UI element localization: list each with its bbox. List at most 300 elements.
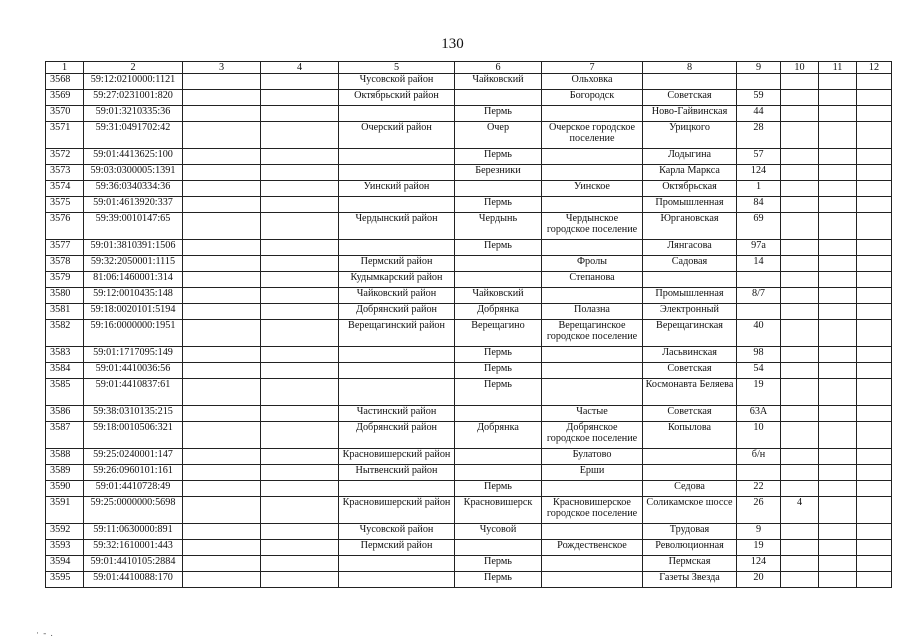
house-cell: 19 <box>737 379 781 406</box>
col-12-cell <box>857 74 892 90</box>
table-row <box>46 181 892 197</box>
cadastral-number-cell: 59:01:3210335:36 <box>84 106 183 122</box>
col-4-cell <box>261 149 339 165</box>
col-11-cell <box>819 422 857 449</box>
settlement-cell: Фролы <box>542 256 643 272</box>
city-cell <box>455 181 542 197</box>
district-cell <box>339 556 455 572</box>
city-cell: Чайковский <box>455 74 542 90</box>
cadastral-number-cell: 59:25:0240001:147 <box>84 449 183 465</box>
table-row <box>46 422 892 449</box>
street-cell: Копылова <box>643 422 737 449</box>
district-cell <box>339 363 455 379</box>
col-3-cell <box>183 122 261 149</box>
settlement-cell <box>542 481 643 497</box>
street-cell: Верещагинская <box>643 320 737 347</box>
house-cell <box>737 304 781 320</box>
settlement-cell <box>542 165 643 181</box>
column-header: 12 <box>857 62 892 74</box>
settlement-cell: Красновишерское городское поселение <box>542 497 643 524</box>
col-12-cell <box>857 288 892 304</box>
col-12-cell <box>857 181 892 197</box>
street-cell: Юргановская <box>643 213 737 240</box>
col-3-cell <box>183 106 261 122</box>
col-11-cell <box>819 363 857 379</box>
cadastral-number-cell: 81:06:1460001:314 <box>84 272 183 288</box>
city-cell <box>455 465 542 481</box>
col-11-cell <box>819 90 857 106</box>
col-4-cell <box>261 181 339 197</box>
column-header: 5 <box>339 62 455 74</box>
table-row <box>46 320 892 347</box>
city-cell <box>455 90 542 106</box>
house-cell: б/н <box>737 449 781 465</box>
header-row <box>46 62 892 74</box>
cadastral-number-cell: 59:31:0491702:42 <box>84 122 183 149</box>
row-number-cell: 3582 <box>46 320 84 347</box>
city-cell: Пермь <box>455 481 542 497</box>
col-3-cell <box>183 363 261 379</box>
settlement-cell: Ольховка <box>542 74 643 90</box>
col-12-cell <box>857 540 892 556</box>
district-cell: Пермский район <box>339 540 455 556</box>
district-cell: Очерский район <box>339 122 455 149</box>
house-cell: 26 <box>737 497 781 524</box>
table-row <box>46 288 892 304</box>
column-header: 3 <box>183 62 261 74</box>
street-cell: Газеты Звезда <box>643 572 737 588</box>
col-11-cell <box>819 149 857 165</box>
district-cell: Красновишерский район <box>339 497 455 524</box>
row-number-cell: 3579 <box>46 272 84 288</box>
column-header: 7 <box>542 62 643 74</box>
city-cell: Пермь <box>455 197 542 213</box>
building-cell <box>781 363 819 379</box>
col-4-cell <box>261 288 339 304</box>
settlement-cell <box>542 149 643 165</box>
building-cell <box>781 347 819 363</box>
cadastral-number-cell: 59:36:0340334:36 <box>84 181 183 197</box>
cadastral-number-cell: 59:39:0010147:65 <box>84 213 183 240</box>
district-cell <box>339 165 455 181</box>
cadastral-number-cell: 59:18:0010506:321 <box>84 422 183 449</box>
house-cell: 40 <box>737 320 781 347</box>
street-cell: Урицкого <box>643 122 737 149</box>
col-12-cell <box>857 197 892 213</box>
col-3-cell <box>183 347 261 363</box>
table-row <box>46 363 892 379</box>
building-cell <box>781 320 819 347</box>
col-12-cell <box>857 481 892 497</box>
col-4-cell <box>261 449 339 465</box>
col-3-cell <box>183 74 261 90</box>
col-4-cell <box>261 213 339 240</box>
table-row <box>46 149 892 165</box>
table-row <box>46 74 892 90</box>
building-cell <box>781 213 819 240</box>
house-cell: 20 <box>737 572 781 588</box>
col-3-cell <box>183 165 261 181</box>
house-cell <box>737 465 781 481</box>
district-cell: Кудымкарский район <box>339 272 455 288</box>
street-cell: Революционная <box>643 540 737 556</box>
table-row <box>46 256 892 272</box>
col-12-cell <box>857 256 892 272</box>
row-number-cell: 3570 <box>46 106 84 122</box>
building-cell <box>781 288 819 304</box>
col-11-cell <box>819 256 857 272</box>
district-cell <box>339 240 455 256</box>
col-4-cell <box>261 363 339 379</box>
district-cell: Верещагинский район <box>339 320 455 347</box>
col-4-cell <box>261 406 339 422</box>
scan-artifact: · - . <box>36 628 54 638</box>
column-header: 6 <box>455 62 542 74</box>
table-row <box>46 122 892 149</box>
settlement-cell <box>542 524 643 540</box>
street-cell: Октябрьская <box>643 181 737 197</box>
col-4-cell <box>261 524 339 540</box>
settlement-cell: Рождественское <box>542 540 643 556</box>
district-cell <box>339 481 455 497</box>
col-12-cell <box>857 406 892 422</box>
cadastral-number-cell: 59:01:4410837:61 <box>84 379 183 406</box>
column-header: 10 <box>781 62 819 74</box>
col-3-cell <box>183 465 261 481</box>
building-cell: 4 <box>781 497 819 524</box>
table-row <box>46 406 892 422</box>
col-4-cell <box>261 540 339 556</box>
building-cell <box>781 272 819 288</box>
row-number-cell: 3593 <box>46 540 84 556</box>
building-cell <box>781 165 819 181</box>
col-3-cell <box>183 572 261 588</box>
settlement-cell: Частые <box>542 406 643 422</box>
col-3-cell <box>183 213 261 240</box>
col-4-cell <box>261 197 339 213</box>
col-12-cell <box>857 149 892 165</box>
settlement-cell <box>542 240 643 256</box>
col-4-cell <box>261 556 339 572</box>
col-3-cell <box>183 90 261 106</box>
cadastral-number-cell: 59:01:4413625:100 <box>84 149 183 165</box>
col-12-cell <box>857 363 892 379</box>
col-12-cell <box>857 524 892 540</box>
cadastral-number-cell: 59:12:0010435:148 <box>84 288 183 304</box>
table-row <box>46 572 892 588</box>
table-row <box>46 540 892 556</box>
settlement-cell: Чердынское городское поселение <box>542 213 643 240</box>
city-cell <box>455 272 542 288</box>
cadastral-number-cell: 59:01:4410728:49 <box>84 481 183 497</box>
building-cell <box>781 149 819 165</box>
row-number-cell: 3571 <box>46 122 84 149</box>
col-4-cell <box>261 481 339 497</box>
col-12-cell <box>857 106 892 122</box>
house-cell: 44 <box>737 106 781 122</box>
col-4-cell <box>261 497 339 524</box>
settlement-cell: Ерши <box>542 465 643 481</box>
row-number-cell: 3573 <box>46 165 84 181</box>
street-cell <box>643 74 737 90</box>
col-11-cell <box>819 304 857 320</box>
row-number-cell: 3583 <box>46 347 84 363</box>
settlement-cell: Богородск <box>542 90 643 106</box>
col-11-cell <box>819 122 857 149</box>
settlement-cell <box>542 556 643 572</box>
city-cell: Пермь <box>455 556 542 572</box>
house-cell: 69 <box>737 213 781 240</box>
col-3-cell <box>183 149 261 165</box>
house-cell: 10 <box>737 422 781 449</box>
row-number-cell: 3581 <box>46 304 84 320</box>
cadastral-number-cell: 59:01:4410036:56 <box>84 363 183 379</box>
col-3-cell <box>183 497 261 524</box>
house-cell <box>737 74 781 90</box>
row-number-cell: 3577 <box>46 240 84 256</box>
table-row <box>46 304 892 320</box>
table-row <box>46 240 892 256</box>
column-header: 2 <box>84 62 183 74</box>
settlement-cell: Верещагинское городское поселение <box>542 320 643 347</box>
building-cell <box>781 524 819 540</box>
table-row <box>46 481 892 497</box>
col-11-cell <box>819 165 857 181</box>
col-12-cell <box>857 465 892 481</box>
settlement-cell <box>542 347 643 363</box>
settlement-cell: Уинское <box>542 181 643 197</box>
cadastral-number-cell: 59:01:4410088:170 <box>84 572 183 588</box>
building-cell <box>781 256 819 272</box>
building-cell <box>781 197 819 213</box>
table-row <box>46 524 892 540</box>
city-cell <box>455 256 542 272</box>
col-3-cell <box>183 272 261 288</box>
district-cell <box>339 197 455 213</box>
col-3-cell <box>183 524 261 540</box>
cadastral-number-cell: 59:03:0300005:1391 <box>84 165 183 181</box>
cadastral-number-cell: 59:25:0000000:5698 <box>84 497 183 524</box>
district-cell: Добрянский район <box>339 422 455 449</box>
building-cell <box>781 406 819 422</box>
row-number-cell: 3587 <box>46 422 84 449</box>
col-12-cell <box>857 122 892 149</box>
city-cell: Пермь <box>455 240 542 256</box>
street-cell: Советская <box>643 363 737 379</box>
building-cell <box>781 240 819 256</box>
cadastral-number-cell: 59:26:0960101:161 <box>84 465 183 481</box>
building-cell <box>781 481 819 497</box>
col-11-cell <box>819 197 857 213</box>
col-3-cell <box>183 481 261 497</box>
cadastral-number-cell: 59:32:1610001:443 <box>84 540 183 556</box>
row-number-cell: 3588 <box>46 449 84 465</box>
city-cell: Пермь <box>455 347 542 363</box>
street-cell: Лодыгина <box>643 149 737 165</box>
col-11-cell <box>819 406 857 422</box>
district-cell: Чердынский район <box>339 213 455 240</box>
row-number-cell: 3574 <box>46 181 84 197</box>
cadastral-number-cell: 59:18:0020101:5194 <box>84 304 183 320</box>
city-cell: Чусовой <box>455 524 542 540</box>
city-cell: Пермь <box>455 106 542 122</box>
settlement-cell: Очерское городское поселение <box>542 122 643 149</box>
house-cell: 57 <box>737 149 781 165</box>
settlement-cell <box>542 379 643 406</box>
settlement-cell: Добрянское городское поселение <box>542 422 643 449</box>
settlement-cell <box>542 288 643 304</box>
building-cell <box>781 449 819 465</box>
house-cell: 63А <box>737 406 781 422</box>
col-11-cell <box>819 320 857 347</box>
street-cell: Карла Маркса <box>643 165 737 181</box>
col-4-cell <box>261 106 339 122</box>
table-row <box>46 465 892 481</box>
city-cell: Березники <box>455 165 542 181</box>
district-cell: Уинский район <box>339 181 455 197</box>
page-number: 130 <box>441 36 464 52</box>
house-cell: 98 <box>737 347 781 363</box>
col-12-cell <box>857 449 892 465</box>
city-cell: Добрянка <box>455 422 542 449</box>
row-number-cell: 3569 <box>46 90 84 106</box>
col-3-cell <box>183 540 261 556</box>
table-row <box>46 379 892 406</box>
house-cell: 124 <box>737 556 781 572</box>
col-12-cell <box>857 240 892 256</box>
col-11-cell <box>819 74 857 90</box>
row-number-cell: 3580 <box>46 288 84 304</box>
col-4-cell <box>261 304 339 320</box>
table-row <box>46 213 892 240</box>
district-cell <box>339 572 455 588</box>
settlement-cell: Полазна <box>542 304 643 320</box>
col-12-cell <box>857 347 892 363</box>
house-cell: 19 <box>737 540 781 556</box>
street-cell: Пермская <box>643 556 737 572</box>
column-header: 1 <box>46 62 84 74</box>
col-3-cell <box>183 181 261 197</box>
district-cell <box>339 347 455 363</box>
column-header: 9 <box>737 62 781 74</box>
cadastral-number-cell: 59:32:2050001:1115 <box>84 256 183 272</box>
street-cell: Соликамское шоссе <box>643 497 737 524</box>
city-cell: Красновишерск <box>455 497 542 524</box>
table-row <box>46 347 892 363</box>
col-4-cell <box>261 320 339 347</box>
col-11-cell <box>819 449 857 465</box>
col-11-cell <box>819 572 857 588</box>
district-cell: Чусовской район <box>339 524 455 540</box>
col-3-cell <box>183 304 261 320</box>
col-3-cell <box>183 320 261 347</box>
street-cell: Ласьвинская <box>643 347 737 363</box>
street-cell: Космонавта Беляева <box>643 379 737 406</box>
col-12-cell <box>857 90 892 106</box>
col-4-cell <box>261 122 339 149</box>
building-cell <box>781 465 819 481</box>
registry-body <box>46 74 892 588</box>
cadastral-number-cell: 59:27:0231001:820 <box>84 90 183 106</box>
house-cell: 54 <box>737 363 781 379</box>
col-4-cell <box>261 379 339 406</box>
column-header: 11 <box>819 62 857 74</box>
settlement-cell <box>542 197 643 213</box>
district-cell: Октябрьский район <box>339 90 455 106</box>
row-number-cell: 3595 <box>46 572 84 588</box>
city-cell: Чердынь <box>455 213 542 240</box>
row-number-cell: 3594 <box>46 556 84 572</box>
city-cell: Добрянка <box>455 304 542 320</box>
col-12-cell <box>857 213 892 240</box>
col-3-cell <box>183 288 261 304</box>
building-cell <box>781 181 819 197</box>
building-cell <box>781 572 819 588</box>
row-number-cell: 3585 <box>46 379 84 406</box>
row-number-cell: 3589 <box>46 465 84 481</box>
table-row <box>46 165 892 181</box>
house-cell: 124 <box>737 165 781 181</box>
column-header: 8 <box>643 62 737 74</box>
city-cell <box>455 449 542 465</box>
col-11-cell <box>819 524 857 540</box>
row-number-cell: 3592 <box>46 524 84 540</box>
building-cell <box>781 556 819 572</box>
col-3-cell <box>183 556 261 572</box>
table-row <box>46 90 892 106</box>
street-cell <box>643 465 737 481</box>
column-header: 4 <box>261 62 339 74</box>
col-12-cell <box>857 379 892 406</box>
district-cell: Пермский район <box>339 256 455 272</box>
table-row <box>46 106 892 122</box>
row-number-cell: 3590 <box>46 481 84 497</box>
row-number-cell: 3572 <box>46 149 84 165</box>
street-cell: Садовая <box>643 256 737 272</box>
house-cell <box>737 272 781 288</box>
col-4-cell <box>261 74 339 90</box>
col-4-cell <box>261 256 339 272</box>
house-cell: 22 <box>737 481 781 497</box>
house-cell: 1 <box>737 181 781 197</box>
col-11-cell <box>819 106 857 122</box>
col-3-cell <box>183 240 261 256</box>
building-cell <box>781 122 819 149</box>
settlement-cell <box>542 572 643 588</box>
col-4-cell <box>261 90 339 106</box>
street-cell: Электронный <box>643 304 737 320</box>
table-row <box>46 449 892 465</box>
city-cell: Верещагино <box>455 320 542 347</box>
house-cell: 8/7 <box>737 288 781 304</box>
cadastral-number-cell: 59:38:0310135:215 <box>84 406 183 422</box>
city-cell: Пермь <box>455 149 542 165</box>
col-12-cell <box>857 165 892 181</box>
col-4-cell <box>261 572 339 588</box>
col-11-cell <box>819 556 857 572</box>
building-cell <box>781 90 819 106</box>
col-4-cell <box>261 272 339 288</box>
cadastral-number-cell: 59:11:0630000:891 <box>84 524 183 540</box>
city-cell <box>455 406 542 422</box>
district-cell: Чусовской район <box>339 74 455 90</box>
row-number-cell: 3575 <box>46 197 84 213</box>
city-cell: Пермь <box>455 379 542 406</box>
col-12-cell <box>857 422 892 449</box>
row-number-cell: 3576 <box>46 213 84 240</box>
district-cell: Чайковский район <box>339 288 455 304</box>
col-11-cell <box>819 465 857 481</box>
